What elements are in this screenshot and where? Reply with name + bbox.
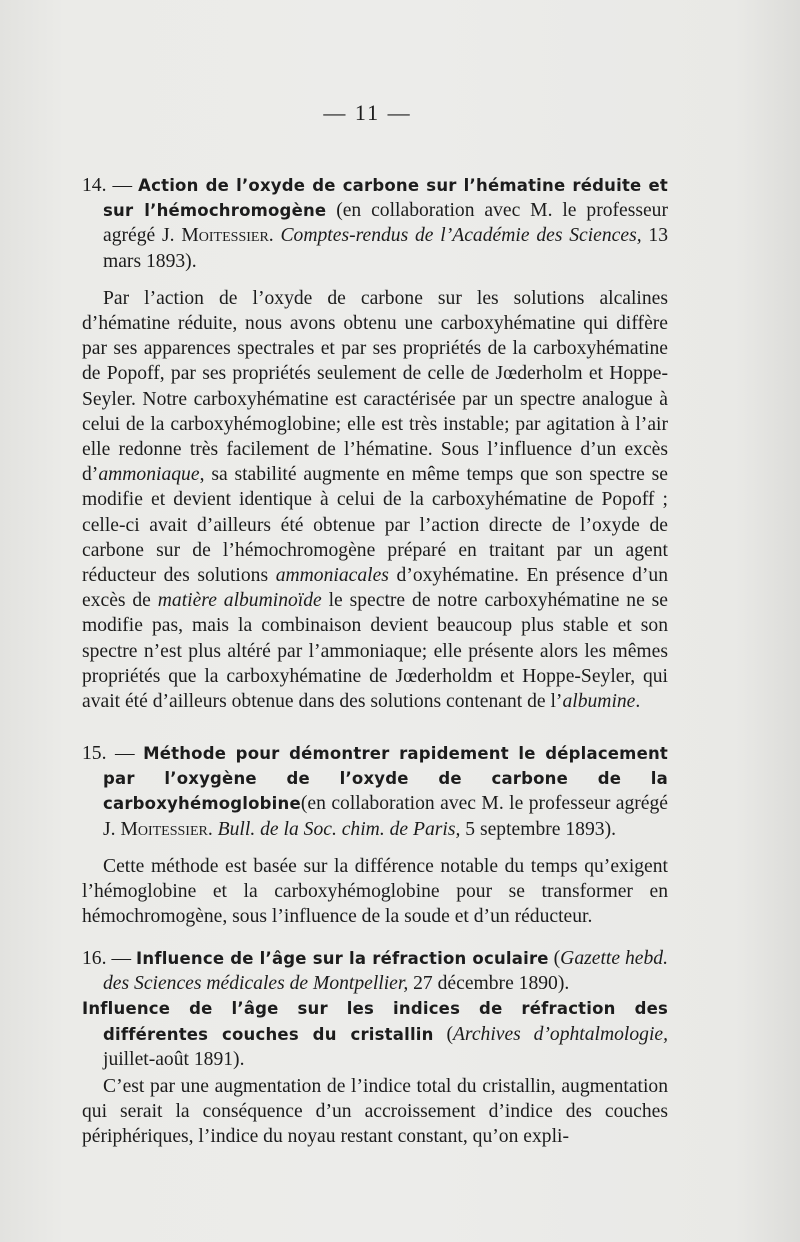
page-number: — 11 — [323,100,412,125]
entry-14-heading [82,173,668,274]
entry-16-heading: 16. — Influence de l’âge sur la réfraction oculaire (Gazette hebd. des Sciences médicales de Montpellier, 27 décembre 1890). [82,948,668,995]
entry-author: Moitessier. [120,818,213,840]
entry-journal: Bull. de la Soc. chim. de Paris, [217,818,461,840]
entry-16 [82,946,668,1150]
entry-title: Action de l’oxyde de carbone sur l’hématine réduite et sur l’hémochromogène [103,176,668,221]
entry-collab: (en collaboration avec M. le professeur agrégé J. [103,793,668,840]
entry-title: Influence de l’âge sur la réfraction oculaire [136,949,549,968]
entry-15-heading [82,741,668,842]
entry-date: 13 mars 1893). [103,225,668,272]
entry-date: 27 décembre 1890). [408,973,570,995]
entry-number: 14. — [82,175,133,196]
entry-16-subheading: Influence de l’âge sur les indices de réfraction des différentes couches du cristallin (Archives d’ophtalmologie, juillet-août 1891). [82,999,669,1070]
entry-journal: Comptes-rendus de l’Académie des Sciences, [273,225,642,247]
entry-15 [82,741,668,929]
entry-number: 15. — [82,743,135,764]
entry-collab: (en collaboration avec M. le professeur agrégé J. [103,200,668,247]
entry-14 [82,173,668,714]
entry-date: 5 septembre 1893). [460,818,616,840]
entry-sub-date: juillet-août 1891). [103,1048,245,1070]
entry-author: Moitessier. [181,225,274,247]
entry-sub-journal: Archives d’ophtalmologie, [452,1023,669,1045]
entry-subtitle: Influence de l’âge sur les indices de réfraction des différentes couches du cristallin [82,999,668,1044]
entry-title: Méthode pour démontrer rapidement le déplacement par l’oxygène de l’oxyde de carbone de la carboxyhémoglobine [103,744,669,814]
entry-16-body: C’est par une augmentation de l’indice total du cristallin, augmentation qui serait la conséquence d’un accroissement d’indice des couches périphériques, l’indice du noyau restant constant, qu’on expli- [82,1076,668,1148]
entry-number: 16. — [82,948,132,969]
entry-15-body: Cette méthode est basée sur la différence notable du temps qu’exigent l’hémoglobine et la carboxyhémoglobine pour se transformer en hémochromogène, sous l’influence de la soude et d’un réducteur. [82,855,668,928]
entry-journal: Gazette hebd. des Sciences médicales de Montpellier, [103,948,668,995]
entry-14-body: Par l’action de l’oxyde de carbone sur les solutions alcalines d’hématine réduite, nous avons obtenu une carboxyhématine qui diffère par ses apparences spectrales et par ses propriétés de la carboxyhématine de Popoff, par ses propriétés seulement de celle de Jœderholm et Hoppe-Seyler. Notre carboxyhématine est caractérisée par un spectre analogue à celui de la carboxyhémoglobine; elle est très instable; par agitation à l’air elle redonne très facilement de l’hématine. Sous l’influence d’un excès d’ammoniaque, sa stabilité augmente en même temps que son spectre se modifie et devient identique à celui de la carboxyhématine de Popoff ; celle-ci avait d’ailleurs été obtenue par l’action directe de l’oxyde de carbone sur de l’hémochromogène préparé en traitant par un agent réducteur des solutions ammoniacales d’oxyhématine. En présence d’un excès de matière albuminoïde le spectre de notre carboxyhématine ne se modifie pas, mais la combinaison devient beaucoup plus stable et son spectre n’est plus altéré par l’ammoniaque; elle présente alors les mêmes propriétés que la carboxyhématine de Jœderholdm et Hoppe-Seyler, qui avait été d’ailleurs obtenue dans des solutions contenant de l’albumine. [82,287,668,713]
